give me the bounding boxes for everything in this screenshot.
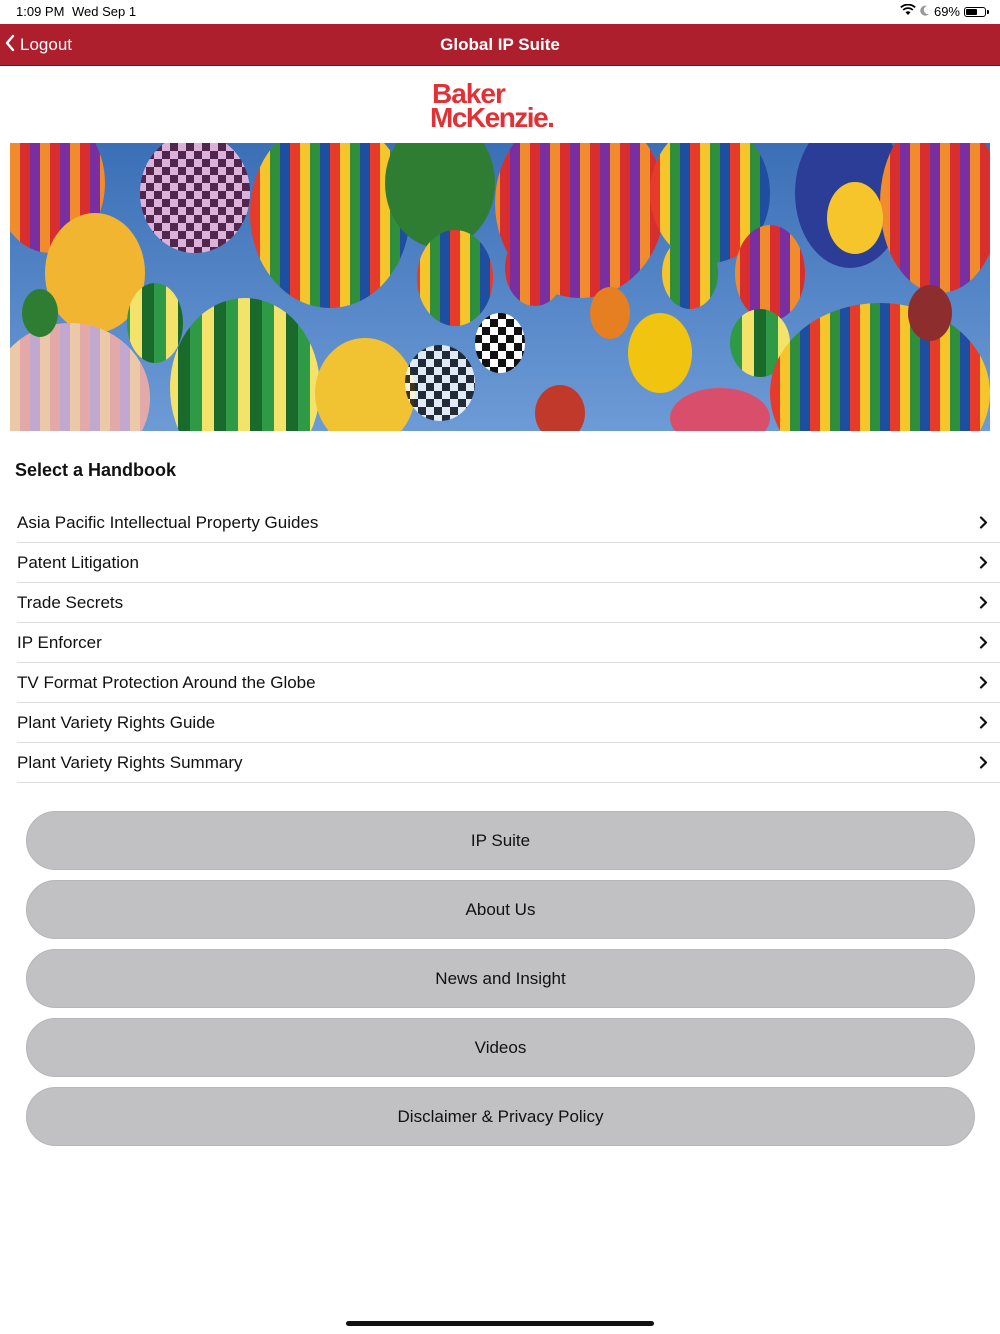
chevron-right-icon xyxy=(979,676,988,694)
list-item-label: Plant Variety Rights Guide xyxy=(17,713,216,732)
chevron-right-icon xyxy=(979,596,988,614)
list-item-label: Plant Variety Rights Summary xyxy=(17,753,243,772)
list-item-label: IP Enforcer xyxy=(17,633,102,652)
status-indicators xyxy=(900,4,986,19)
moon-icon xyxy=(920,4,930,19)
handbook-item-patent-litigation[interactable] xyxy=(17,543,1000,583)
list-item-label: Asia Pacific Intellectual Property Guides xyxy=(17,513,319,532)
battery-level xyxy=(966,9,977,15)
ip-suite-button[interactable]: IP Suite xyxy=(26,811,975,870)
handbook-item-plant-variety-guide[interactable] xyxy=(17,703,1000,743)
menu-buttons xyxy=(26,811,975,1156)
logo-text-line2: McKenzie. xyxy=(430,102,554,133)
section-title: Select a Handbook xyxy=(15,460,177,480)
chevron-right-icon xyxy=(979,716,988,734)
status-bar xyxy=(0,0,1000,24)
status-date: Wed Sep 1 xyxy=(72,4,137,19)
handbook-item-ip-enforcer[interactable] xyxy=(17,623,1000,663)
handbook-item-trade-secrets[interactable] xyxy=(17,583,1000,623)
battery-icon xyxy=(964,7,986,17)
handbook-list xyxy=(17,503,1000,783)
chevron-right-icon xyxy=(979,636,988,654)
disclaimer-privacy-button[interactable]: Disclaimer & Privacy Policy xyxy=(26,1087,975,1146)
handbook-item-asia-pacific[interactable] xyxy=(17,503,1000,543)
baker-mckenzie-logo xyxy=(420,78,580,134)
chevron-right-icon xyxy=(979,556,988,574)
chevron-right-icon xyxy=(979,516,988,534)
logout-label: Logout xyxy=(20,35,72,54)
chevron-left-icon xyxy=(4,34,20,57)
chevron-right-icon xyxy=(979,756,988,774)
handbook-item-tv-format[interactable] xyxy=(17,663,1000,703)
wifi-icon xyxy=(900,4,916,19)
about-us-button[interactable]: About Us xyxy=(26,880,975,939)
home-indicator[interactable] xyxy=(346,1321,654,1326)
page-title: Global IP Suite xyxy=(440,35,560,54)
list-item-label: Trade Secrets xyxy=(17,593,124,612)
battery-percent: 69% xyxy=(933,4,960,19)
status-time: 1:09 PM xyxy=(16,4,65,19)
list-item-label: TV Format Protection Around the Globe xyxy=(17,673,316,692)
handbook-item-plant-variety-summary[interactable] xyxy=(17,743,1000,783)
videos-button[interactable]: Videos xyxy=(26,1018,975,1077)
news-and-insight-button[interactable]: News and Insight xyxy=(26,949,975,1008)
navigation-bar xyxy=(0,24,1000,66)
list-item-label: Patent Litigation xyxy=(17,553,139,572)
hero-balloons-image xyxy=(10,143,990,431)
logout-button[interactable] xyxy=(4,24,72,66)
logo-text-line1: Baker xyxy=(432,78,505,109)
